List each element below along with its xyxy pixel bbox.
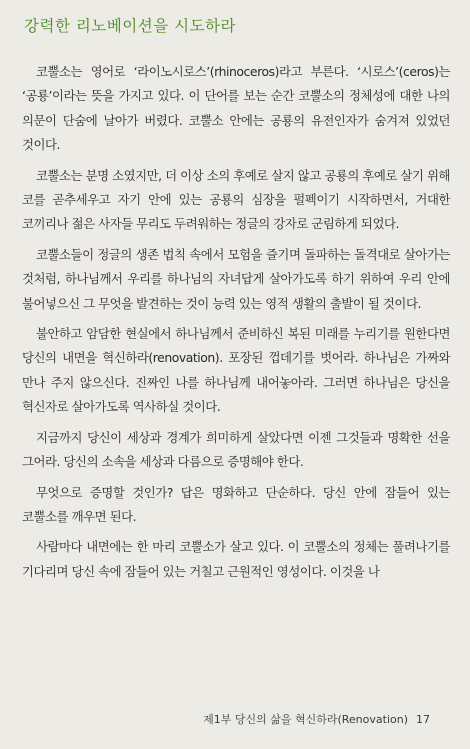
paragraph: 무엇으로 증명할 것인가? 답은 명화하고 단순하다. 당신 안에 잠들어 있는 코뿔소를 깨우면 된다.: [22, 484, 450, 524]
paragraph: 지금까지 당신이 세상과 경계가 희미하게 살았다면 이젠 그것들과 명확한 선을 그어라. 당신의 소속을 세상과 다름으로 증명해야 한다.: [22, 429, 450, 470]
paragraph: 코뿔소는 분명 소였지만, 더 이상 소의 후예로 살지 않고 공룡의 후예로 살기 위해 코를 곧추세우고 자기 안에 있는 공룡의 심장을 펄펙이기 시작하면서, 거대한 코끼리나 젊은 사자들 무리도 두려워하는 정글의 강자로 군림하게 되었다.: [22, 167, 450, 232]
paragraph: 불안하고 암담한 현실에서 하나님께서 준비하신 복된 미래를 누리기를 원한다면 당신의 내면을 혁신하라(renovation). 포장된 껍데기를 벗어라. 하나님은 가짜와 만나 주지 않으신다. 진짜인 나를 하나님께 내어놓아라. 그러면 하나님은 당신을 혁신자로 살아가도록 역사하실 것이다.: [22, 326, 450, 415]
body-text: [22, 60, 450, 590]
section-title: 강력한 리노베이션을 시도하라: [24, 17, 237, 35]
paragraph: 코뿔소들이 정글의 생존 법칙 속에서 모험을 즐기며 돌파하는 돌격대로 살아가는 것처럼, 하나님께서 우리를 하나님의 자녀답게 살아가도록 하기 위하여 우리 안에 불어넣으신 그 무엇을 발견하는 것이 능력 있는 영적 생활의 출발이 될 것이다.: [22, 246, 450, 311]
page-number: 17: [416, 713, 430, 726]
chapter-title: 제1부 당신의 삶을 혁신하라(Renovation): [203, 713, 408, 726]
page-footer: [203, 711, 430, 727]
paragraph: 코뿔소는 영어로 ‘라이노시로스’(rhinoceros)라고 부른다. ‘시로스’(ceros)는 ‘공룡’이라는 뜻을 가지고 있다. 이 단어를 보는 순간 코뿔소의 정체성에 대한 나의 의문이 단숨에 날아가 버렸다. 코뿔소 안에는 공룡의 유전인자가 숨겨져 있었던 것이다.: [22, 64, 450, 153]
paragraph: 사람마다 내면에는 한 마리 코뿔소가 살고 있다. 이 코뿔소의 정체는 풀려나기를 기다리며 당신 속에 잠들어 있는 거칠고 근원적인 영성이다. 이것을 나: [22, 539, 450, 579]
